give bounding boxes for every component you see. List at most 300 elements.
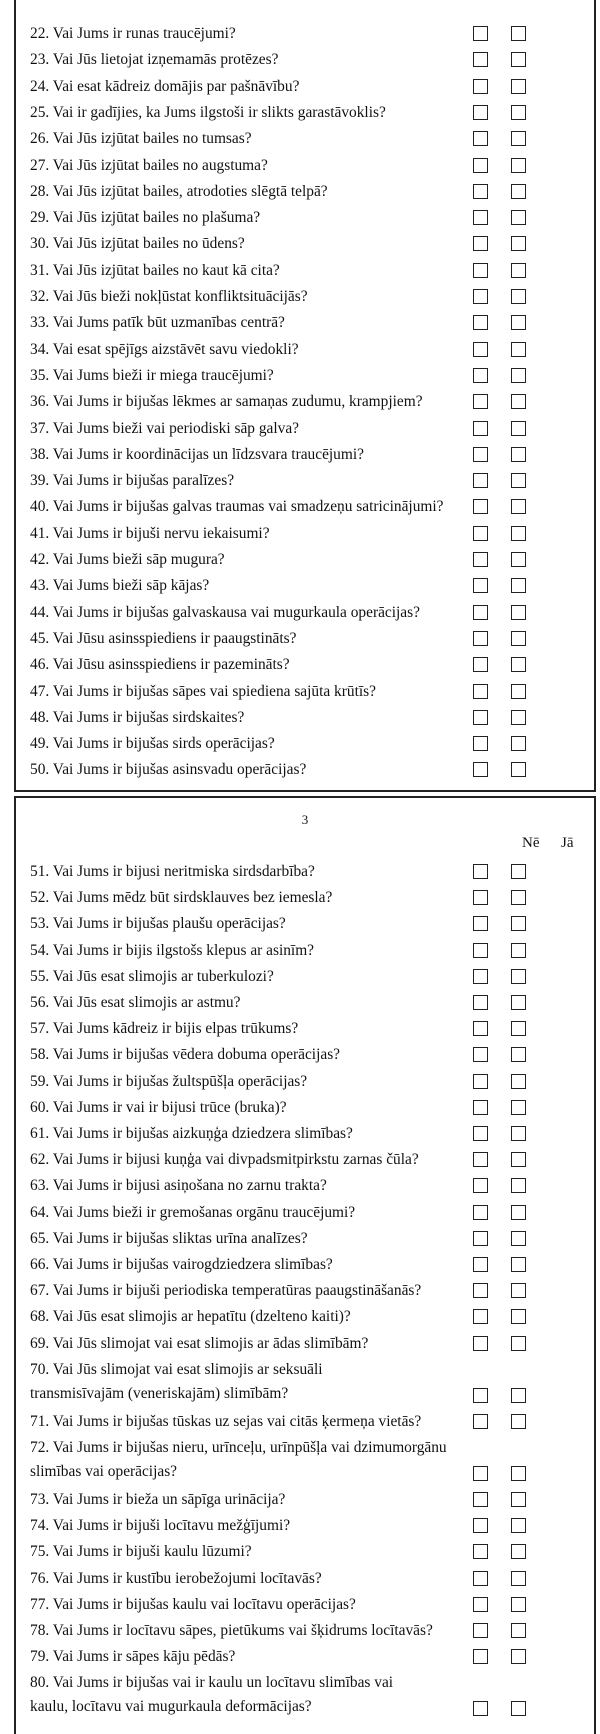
question-row (16, 1358, 594, 1406)
answer-no-checkbox[interactable] (473, 52, 488, 67)
question-text-line: 77. Vai Jums ir bijušas kaulu vai locītavu operācijas? (30, 1595, 356, 1613)
answer-no-checkbox[interactable] (473, 1126, 488, 1141)
answer-yes-checkbox[interactable] (511, 1701, 526, 1716)
question-text-line: 68. Vai Jūs esat slimojis ar hepatītu (dzelteno kaiti)? (30, 1308, 351, 1326)
answer-no-checkbox[interactable] (473, 916, 488, 931)
question-row (16, 206, 594, 230)
answer-yes-checkbox[interactable] (511, 184, 526, 199)
question-text (30, 1490, 285, 1510)
answer-no-checkbox[interactable] (473, 289, 488, 304)
question-text (30, 1307, 351, 1327)
question-row (16, 75, 594, 99)
answer-yes-checkbox[interactable] (511, 1597, 526, 1612)
question-text (30, 1098, 287, 1118)
answer-yes-checkbox[interactable] (511, 1205, 526, 1220)
answer-yes-checkbox[interactable] (511, 1623, 526, 1638)
question-row (16, 1619, 594, 1643)
question-row (16, 259, 594, 283)
answer-no-checkbox[interactable] (473, 1466, 488, 1481)
answer-yes-checkbox[interactable] (511, 995, 526, 1010)
question-text-line: 33. Vai Jums patīk būt uzmanības centrā? (30, 314, 285, 332)
answer-yes-checkbox[interactable] (511, 1649, 526, 1664)
answer-no-checkbox[interactable] (473, 368, 488, 383)
question-row (16, 1070, 594, 1094)
answer-no-checkbox[interactable] (473, 499, 488, 514)
question-row (16, 1671, 594, 1719)
question-text (30, 967, 274, 987)
answer-yes-checkbox[interactable] (511, 263, 526, 278)
answer-no-checkbox[interactable] (473, 762, 488, 777)
answer-yes-checkbox[interactable] (511, 1466, 526, 1481)
answer-no-checkbox[interactable] (473, 473, 488, 488)
answer-no-checkbox[interactable] (473, 1100, 488, 1115)
question-row (16, 285, 594, 309)
question-row (16, 1122, 594, 1146)
question-text-line: 73. Vai Jums ir bieža un sāpīga urinācija? (30, 1491, 286, 1508)
question-text (30, 760, 306, 780)
question-row (16, 912, 594, 936)
question-text (30, 77, 299, 97)
question-text-line: 31. Vai Jūs izjūtat bailes no kaut kā cita? (30, 261, 280, 279)
answer-no-checkbox[interactable] (473, 890, 488, 905)
column-header-no: Nē (522, 835, 540, 851)
question-text (30, 1229, 308, 1249)
question-row (16, 1017, 594, 1041)
question-text-line: 37. Vai Jums bieži vai periodiski sāp galva? (30, 419, 299, 437)
question-text-line: 42. Vai Jums bieži sāp mugura? (30, 551, 225, 568)
answer-yes-checkbox[interactable] (511, 1257, 526, 1272)
question-row (16, 1593, 594, 1617)
answer-no-checkbox[interactable] (473, 1623, 488, 1638)
answer-no-checkbox[interactable] (473, 1388, 488, 1403)
answer-no-checkbox[interactable] (473, 1571, 488, 1586)
answer-no-checkbox[interactable] (473, 1205, 488, 1220)
question-row (16, 1514, 594, 1538)
question-text-line: 57. Vai Jums kādreiz ir bijis elpas trūkums? (30, 1020, 299, 1038)
question-text (30, 914, 286, 934)
answer-no-checkbox[interactable] (473, 342, 488, 357)
question-row (16, 1305, 594, 1329)
question-text-line: 54. Vai Jums ir bijis ilgstošs klepus ar asinīm? (30, 941, 315, 959)
question-row (16, 1201, 594, 1225)
question-text-line: 22. Vai Jums ir runas traucējumi? (30, 25, 236, 42)
answer-yes-checkbox[interactable] (511, 552, 526, 567)
answer-no-checkbox[interactable] (473, 552, 488, 567)
question-row (16, 627, 594, 651)
answer-no-checkbox[interactable] (473, 210, 488, 225)
question-text-line: 49. Vai Jums ir bijušas sirds operācijas? (30, 735, 275, 753)
answer-yes-checkbox[interactable] (511, 26, 526, 41)
answer-yes-checkbox[interactable] (511, 105, 526, 120)
question-text-line: 34. Vai esat spējīgs aizstāvēt savu viedokli? (30, 340, 299, 358)
answer-no-checkbox[interactable] (473, 631, 488, 646)
question-text (30, 862, 315, 882)
question-text-line: 59. Vai Jums ir bijušas žultspūšļa operācijas? (30, 1072, 308, 1090)
column-header-yes: Jā (561, 835, 574, 851)
answer-no-checkbox[interactable] (473, 1492, 488, 1507)
question-text-line: 27. Vai Jūs izjūtat bailes no augstuma? (30, 156, 268, 174)
question-text (30, 1045, 340, 1065)
question-text (30, 1542, 252, 1562)
answer-yes-checkbox[interactable] (511, 1309, 526, 1324)
question-text (30, 1412, 421, 1432)
question-text-line: 38. Vai Jums ir koordinācijas un līdzsvara traucējumi? (30, 445, 364, 463)
question-text (30, 340, 299, 360)
answer-no-checkbox[interactable] (473, 1152, 488, 1167)
answer-yes-checkbox[interactable] (511, 158, 526, 173)
answer-no-checkbox[interactable] (473, 526, 488, 541)
answer-no-checkbox[interactable] (473, 710, 488, 725)
question-row (16, 965, 594, 989)
question-text (30, 1176, 327, 1196)
answer-yes-checkbox[interactable] (511, 210, 526, 225)
question-text-line: slimības vai operācijas? (30, 1463, 178, 1480)
question-text-line: 78. Vai Jums ir locītavu sāpes, pietūkums vai šķidrums locītavās? (30, 1622, 433, 1639)
question-text-line: 28. Vai Jūs izjūtat bailes, atrodoties slēgtā telpā? (30, 182, 328, 200)
answer-no-checkbox[interactable] (473, 26, 488, 41)
answer-yes-checkbox[interactable] (511, 1231, 526, 1246)
question-text (30, 156, 268, 176)
answer-yes-checkbox[interactable] (511, 52, 526, 67)
question-row (16, 390, 594, 414)
question-row (16, 101, 594, 125)
answer-no-checkbox[interactable] (473, 578, 488, 593)
question-text-line: transmisīvajām (veneriskajām) slimībām? (30, 1384, 289, 1402)
answer-yes-checkbox[interactable] (511, 969, 526, 984)
answer-yes-checkbox[interactable] (511, 236, 526, 251)
question-row (16, 1253, 594, 1277)
answer-no-checkbox[interactable] (473, 394, 488, 409)
answer-yes-checkbox[interactable] (511, 1047, 526, 1062)
question-text-line: 55. Vai Jūs esat slimojis ar tuberkulozi? (30, 967, 274, 985)
question-text-line: 64. Vai Jums bieži ir gremošanas orgānu traucējumi? (30, 1203, 356, 1221)
question-text-line: 63. Vai Jums ir bijusi asiņošana no zarnu trakta? (30, 1177, 327, 1195)
answer-yes-checkbox[interactable] (511, 631, 526, 646)
answer-no-checkbox[interactable] (473, 657, 488, 672)
question-row (16, 1174, 594, 1198)
page-number: 3 (301, 812, 309, 827)
answer-yes-checkbox[interactable] (511, 315, 526, 330)
answer-no-checkbox[interactable] (473, 736, 488, 751)
question-text-line: 80. Vai Jums ir bijušas vai ir kaulu un locītavu slimības vai (30, 1674, 394, 1692)
answer-yes-checkbox[interactable] (511, 864, 526, 879)
answer-no-checkbox[interactable] (473, 1021, 488, 1036)
question-text-line: 66. Vai Jums ir bijušas vairogdziedzera slimības? (30, 1256, 333, 1273)
question-text-line: 47. Vai Jums ir bijušas sāpes vai spiediena sajūta krūtīs? (30, 682, 376, 700)
question-row (16, 443, 594, 467)
answer-no-checkbox[interactable] (473, 131, 488, 146)
question-row (16, 495, 594, 519)
question-text-line: 58. Vai Jums ir bijušas vēdera dobuma operācijas? (30, 1046, 341, 1064)
question-text-line: 24. Vai esat kādreiz domājis par pašnāvību? (30, 77, 300, 95)
question-text (30, 1569, 322, 1589)
question-row (16, 1540, 594, 1564)
answer-yes-checkbox[interactable] (511, 943, 526, 958)
question-text-line: 46. Vai Jūsu asinsspiediens ir pazemināts? (30, 656, 290, 674)
answer-yes-checkbox[interactable] (511, 916, 526, 931)
question-row (16, 1096, 594, 1120)
question-text (30, 655, 290, 675)
answer-no-checkbox[interactable] (473, 1518, 488, 1533)
question-row (16, 1567, 594, 1591)
answer-yes-checkbox[interactable] (511, 1492, 526, 1507)
answer-no-checkbox[interactable] (473, 684, 488, 699)
question-row (16, 574, 594, 598)
question-text (30, 1124, 353, 1144)
question-text (30, 366, 274, 386)
question-text (30, 50, 278, 70)
question-text-line: 41. Vai Jums ir bijuši nervu iekaisumi? (30, 524, 270, 542)
answer-yes-checkbox[interactable] (511, 289, 526, 304)
question-row (16, 1043, 594, 1067)
answer-yes-checkbox[interactable] (511, 342, 526, 357)
question-text (30, 261, 280, 281)
question-row (16, 154, 594, 178)
question-row (16, 364, 594, 388)
question-text (30, 993, 240, 1013)
answer-no-checkbox[interactable] (473, 447, 488, 462)
question-text (30, 1621, 433, 1641)
question-row (16, 1410, 594, 1434)
question-text (30, 1281, 421, 1301)
question-row (16, 1645, 594, 1669)
question-row (16, 1332, 594, 1356)
answer-no-checkbox[interactable] (473, 105, 488, 120)
answer-yes-checkbox[interactable] (511, 1336, 526, 1351)
question-row (16, 548, 594, 572)
question-text (30, 287, 308, 307)
answer-no-checkbox[interactable] (473, 1544, 488, 1559)
question-row (16, 180, 594, 204)
question-row (16, 732, 594, 756)
question-row (16, 680, 594, 704)
question-row (16, 601, 594, 625)
answer-yes-checkbox[interactable] (511, 131, 526, 146)
question-text-line: 60. Vai Jums ir vai ir bijusi trūce (bruka)? (30, 1098, 287, 1116)
question-row (16, 22, 594, 46)
question-text (30, 234, 245, 254)
questionnaire-section-2 (14, 796, 596, 1734)
question-text (30, 524, 270, 544)
answer-no-checkbox[interactable] (473, 1231, 488, 1246)
question-text-line: 25. Vai ir gadījies, ka Jums ilgstoši ir slikts garastāvoklis? (30, 103, 386, 121)
question-row (16, 1279, 594, 1303)
question-row (16, 417, 594, 441)
question-text (30, 888, 332, 908)
question-text (30, 1438, 447, 1482)
answer-no-checkbox[interactable] (473, 421, 488, 436)
answer-no-checkbox[interactable] (473, 864, 488, 879)
answer-yes-checkbox[interactable] (511, 1152, 526, 1167)
answer-yes-checkbox[interactable] (511, 605, 526, 620)
question-text (30, 1516, 290, 1536)
question-text-line: 74. Vai Jums ir bijuši locītavu mežģījumi? (30, 1517, 291, 1535)
answer-no-checkbox[interactable] (473, 1074, 488, 1089)
question-row (16, 653, 594, 677)
question-row (16, 886, 594, 910)
question-row (16, 1488, 594, 1512)
questionnaire-section-1 (14, 0, 596, 792)
question-text (30, 1673, 393, 1717)
question-text (30, 576, 209, 596)
question-text-line: kaulu, locītavu vai mugurkaula deformācijas? (30, 1698, 312, 1716)
answer-no-checkbox[interactable] (473, 1047, 488, 1062)
question-text-line: 32. Vai Jūs bieži nokļūstat konfliktsituācijās? (30, 288, 308, 305)
question-text-line: 30. Vai Jūs izjūtat bailes no ūdens? (30, 235, 245, 253)
question-text-line: 43. Vai Jums bieži sāp kājas? (30, 577, 210, 595)
question-text-line: 76. Vai Jums ir kustību ierobežojumi locītavās? (30, 1569, 322, 1587)
question-row (16, 860, 594, 884)
answer-yes-checkbox[interactable] (511, 368, 526, 383)
answer-no-checkbox[interactable] (473, 943, 488, 958)
answer-no-checkbox[interactable] (473, 1283, 488, 1298)
question-text (30, 445, 364, 465)
question-row (16, 1436, 594, 1484)
question-text (30, 550, 225, 570)
answer-no-checkbox[interactable] (473, 1597, 488, 1612)
answer-no-checkbox[interactable] (473, 79, 488, 94)
answer-yes-checkbox[interactable] (511, 1571, 526, 1586)
question-text-line: 26. Vai Jūs izjūtat bailes no tumsas? (30, 130, 252, 148)
question-text-line: 65. Vai Jums ir bijušas sliktas urīna analīzes? (30, 1229, 308, 1247)
question-row (16, 1148, 594, 1172)
answer-yes-checkbox[interactable] (511, 1178, 526, 1193)
question-text-line: 40. Vai Jums ir bijušas galvas traumas vai smadzeņu satricinājumi? (30, 498, 444, 516)
question-row (16, 48, 594, 72)
answer-no-checkbox[interactable] (473, 184, 488, 199)
question-text (30, 313, 285, 333)
question-text-line: 48. Vai Jums ir bijušas sirdskaites? (30, 708, 245, 726)
answer-no-checkbox[interactable] (473, 263, 488, 278)
question-row (16, 991, 594, 1015)
answer-yes-checkbox[interactable] (511, 1126, 526, 1141)
answer-yes-checkbox[interactable] (511, 499, 526, 514)
question-text-line: 56. Vai Jūs esat slimojis ar astmu? (30, 994, 241, 1011)
question-text (30, 1360, 323, 1404)
question-text (30, 603, 420, 623)
answer-yes-checkbox[interactable] (511, 447, 526, 462)
question-text-line: 67. Vai Jums ir bijuši periodiska temperatūras paaugstināšanās? (30, 1282, 422, 1300)
answer-no-checkbox[interactable] (473, 1178, 488, 1193)
answer-no-checkbox[interactable] (473, 315, 488, 330)
question-text-line: 50. Vai Jums ir bijušas asinsvadu operācijas? (30, 761, 307, 779)
question-text-line: 39. Vai Jums ir bijušas paralīzes? (30, 472, 235, 490)
answer-yes-checkbox[interactable] (511, 890, 526, 905)
answer-yes-checkbox[interactable] (511, 1518, 526, 1533)
question-text (30, 419, 299, 439)
answer-yes-checkbox[interactable] (511, 710, 526, 725)
question-text-line: 61. Vai Jums ir bijušas aizkuņģa dziedzera slimības? (30, 1125, 353, 1142)
question-text (30, 1072, 307, 1092)
answer-yes-checkbox[interactable] (511, 1388, 526, 1403)
question-text (30, 1019, 298, 1039)
answer-yes-checkbox[interactable] (511, 526, 526, 541)
answer-no-checkbox[interactable] (473, 1257, 488, 1272)
question-text-line: 51. Vai Jums ir bijusi neritmiska sirdsdarbība? (30, 863, 315, 880)
answer-no-checkbox[interactable] (473, 1649, 488, 1664)
question-row (16, 1227, 594, 1251)
question-text-line: 29. Vai Jūs izjūtat bailes no plašuma? (30, 209, 261, 227)
question-text (30, 708, 244, 728)
question-text (30, 941, 314, 961)
answer-no-checkbox[interactable] (473, 1336, 488, 1351)
answer-no-checkbox[interactable] (473, 969, 488, 984)
question-text-line: 71. Vai Jums ir bijušas tūskas uz sejas vai citās ķermeņa vietās? (30, 1412, 422, 1430)
question-text-line: 35. Vai Jums bieži ir miega traucējumi? (30, 366, 274, 384)
question-row (16, 469, 594, 493)
question-text-line: 62. Vai Jums ir bijusi kuņģa vai divpadsmitpirkstu zarnas čūla? (30, 1151, 419, 1169)
question-text (30, 1203, 355, 1223)
question-text (30, 629, 296, 649)
question-text (30, 208, 260, 228)
answer-yes-checkbox[interactable] (511, 1021, 526, 1036)
answer-yes-checkbox[interactable] (511, 421, 526, 436)
answer-no-checkbox[interactable] (473, 995, 488, 1010)
answer-no-checkbox[interactable] (473, 1701, 488, 1716)
question-text-line: 23. Vai Jūs lietojat izņemamās protēzes? (30, 51, 279, 69)
answer-no-checkbox[interactable] (473, 1414, 488, 1429)
answer-no-checkbox[interactable] (473, 236, 488, 251)
question-text-line: 69. Vai Jūs slimojat vai esat slimojis ar ādas slimībām? (30, 1334, 369, 1352)
answer-no-checkbox[interactable] (473, 158, 488, 173)
question-text (30, 182, 328, 202)
question-text (30, 129, 252, 149)
question-text (30, 392, 423, 412)
answer-yes-checkbox[interactable] (511, 578, 526, 593)
answer-no-checkbox[interactable] (473, 605, 488, 620)
question-text (30, 1334, 368, 1354)
question-row (16, 706, 594, 730)
answer-yes-checkbox[interactable] (511, 473, 526, 488)
question-text (30, 682, 376, 702)
question-text (30, 1150, 419, 1170)
answer-no-checkbox[interactable] (473, 1309, 488, 1324)
question-text (30, 1647, 235, 1667)
question-text-line: 75. Vai Jums ir bijuši kaulu lūzumi? (30, 1543, 252, 1561)
question-row (16, 338, 594, 362)
answer-yes-checkbox[interactable] (511, 1100, 526, 1115)
question-row (16, 522, 594, 546)
question-text (30, 471, 234, 491)
answer-yes-checkbox[interactable] (511, 79, 526, 94)
question-text-line: 53. Vai Jums ir bijušas plaušu operācijas? (30, 915, 286, 933)
question-text (30, 734, 275, 754)
answer-yes-checkbox[interactable] (511, 1414, 526, 1429)
answer-yes-checkbox[interactable] (511, 394, 526, 409)
answer-yes-checkbox[interactable] (511, 657, 526, 672)
question-text-line: 45. Vai Jūsu asinsspiediens ir paaugstināts? (30, 629, 297, 647)
question-text-line: 52. Vai Jums mēdz būt sirdsklauves bez iemesla? (30, 889, 333, 907)
question-text-line: 36. Vai Jums ir bijušas lēkmes ar samaņas zudumu, krampjiem? (30, 393, 423, 411)
question-text-line: 72. Vai Jums ir bijušas nieru, urīnceļu, urīnpūšļa vai dzimumorgānu (30, 1439, 447, 1456)
question-row (16, 758, 594, 782)
question-row (16, 939, 594, 963)
question-text (30, 24, 236, 44)
answer-yes-checkbox[interactable] (511, 1074, 526, 1089)
question-text (30, 1255, 333, 1275)
answer-yes-checkbox[interactable] (511, 1544, 526, 1559)
answer-yes-checkbox[interactable] (511, 684, 526, 699)
question-text (30, 1595, 356, 1615)
question-text-line: 70. Vai Jūs slimojat vai esat slimojis ar seksuāli (30, 1360, 323, 1378)
answer-yes-checkbox[interactable] (511, 1283, 526, 1298)
answer-yes-checkbox[interactable] (511, 762, 526, 777)
answer-yes-checkbox[interactable] (511, 736, 526, 751)
question-text (30, 497, 443, 517)
question-text-line: 44. Vai Jums ir bijušas galvaskausa vai mugurkaula operācijas? (30, 603, 420, 621)
question-row (16, 311, 594, 335)
question-row (16, 232, 594, 256)
